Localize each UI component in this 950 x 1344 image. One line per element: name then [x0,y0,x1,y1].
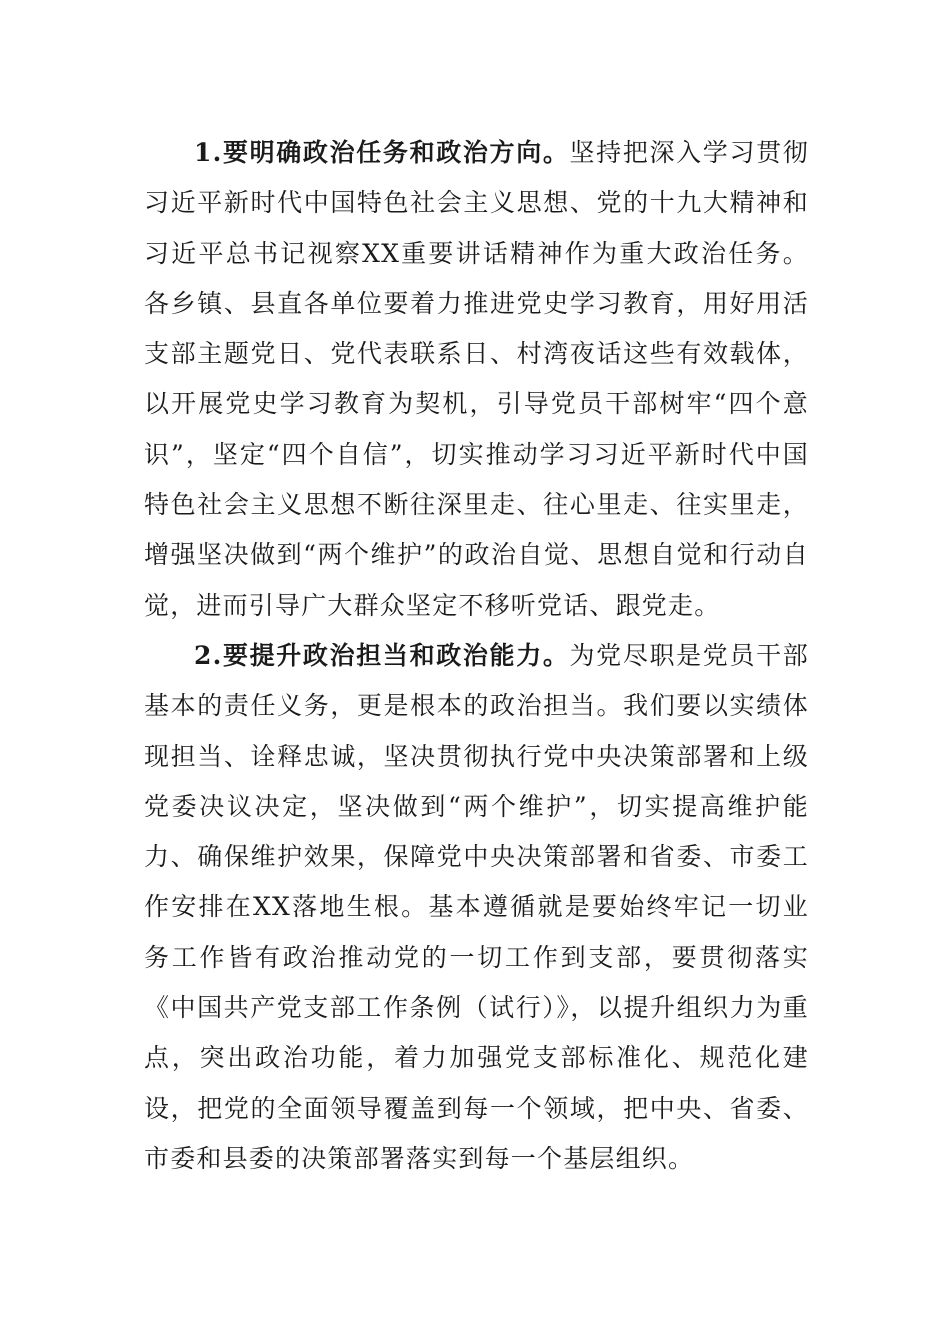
paragraph-1-text: 坚持把深入学习贯彻习近平新时代中国特色社会主义思想、党的十九大精神和习近平总书记视察XX重要讲话精神作为重大政治任务。各乡镇、县直各单位要着力推进党史学习教育，用好用活支部主题党日、党代表联系日、村湾夜话这些有效载体，以开展党史学习教育为契机，引导党员干部树牢“四个意识”，坚定“四个自信”，切实推动学习习近平新时代中国特色社会主义思想不断往深里走、往心里走、往实里走，增强坚决做到“两个维护”的政治自觉、思想自觉和行动自觉，进而引导广大群众坚定不移听党话、跟党走。 [144,138,809,620]
paragraph-1-heading: 1.要明确政治任务和政治方向。 [194,138,570,167]
paragraph-2-text: 为党尽职是党员干部基本的责任义务，更是根本的政治担当。我们要以实绩体现担当、诠释忠诚，坚决贯彻执行党中央决策部署和上级党委决议决定，坚决做到“两个维护”，切实提高维护能力、确保维护效果，保障党中央决策部署和省委、市委工作安排在XX落地生根。基本遵循就是要始终牢记一切业务工作皆有政治推动党的一切工作到支部，要贯彻落实《中国共产党支部工作条例（试行）》，以提升组织力为重点，突出政治功能，着力加强党支部标准化、规范化建设，把党的全面领导覆盖到每一个领域，把中央、省委、市委和县委的决策部署落实到每一个基层组织。 [144,640,809,1173]
paragraph-2 [144,631,809,1184]
paragraph-1 [144,128,809,631]
document-body [144,128,809,1184]
paragraph-2-heading: 2.要提升政治担当和政治能力。 [194,640,570,670]
